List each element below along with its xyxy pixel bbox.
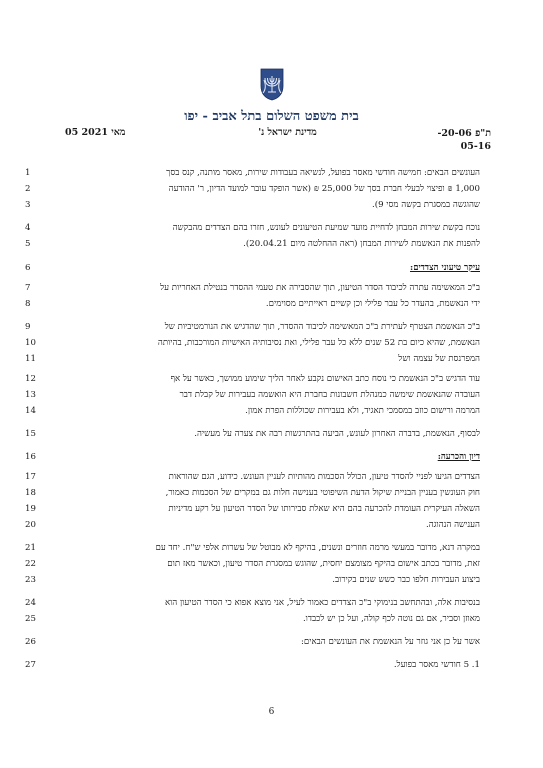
line-number: 26 bbox=[25, 637, 36, 647]
line-number: 2 bbox=[25, 184, 31, 194]
line-number: 16 bbox=[25, 452, 36, 462]
line-number: 3 bbox=[25, 200, 31, 210]
line-number: 10 bbox=[25, 338, 36, 348]
line-number: 18 bbox=[25, 488, 36, 498]
line-number: 9 bbox=[25, 322, 31, 332]
hearing-date: 05 מאי 2021 bbox=[65, 127, 126, 138]
case-number-line-2: 05-16 bbox=[460, 141, 491, 152]
body-text-line: חוק העונשין בעניין הבניית שיקול הדעת השיפוטי בענישה חלות גם במקרים של הסכמות כאמור, bbox=[165, 488, 480, 498]
line-number: 5 bbox=[25, 239, 31, 249]
line-number: 13 bbox=[25, 390, 36, 400]
body-text-line: לבסוף, הנאשמת, בדברה האחרון לעונש, הביעה בהתרגשות רבה את צערה על מעשיה. bbox=[194, 429, 480, 439]
body-text-line: אשר על כן אני גוזר על הנאשמת את העונשים הבאים: bbox=[300, 637, 480, 647]
line-number: 17 bbox=[25, 472, 36, 482]
body-text-line: מאוזן וסביר, אם גם נוטה לכף קולה, ועל כן יש לכבדו. bbox=[302, 614, 480, 624]
body-text-line: ידי הנאשמת, בהעדר כל עבר פלילי וכן קשיים ראייתיים מסוימים. bbox=[265, 299, 480, 309]
line-number: 12 bbox=[25, 374, 36, 384]
body-text-line: נוכח בקשת שירות המבחן לדחיית מועד שמיעת הטיעונים לעונש, חזרו בהם הצדדים מהבקשה bbox=[172, 223, 480, 233]
body-text-line: 1,000 ₪ ופיצוי לבעלי חברת בסך של 25,000 ₪ (אשר הופקד עובר למועד הדיון, ר' ההודעה bbox=[168, 184, 480, 194]
court-title: בית משפט השלום בתל אביב - יפו bbox=[184, 109, 359, 124]
line-number: 21 bbox=[25, 543, 36, 553]
line-number: 19 bbox=[25, 504, 36, 514]
line-number: 20 bbox=[25, 520, 36, 530]
body-text-line: זאת, מדובר בכתב אישום בהיקף מצומצם יחסית, שהוגש במסגרת הסדר טיעון, וכאשר מאז תום bbox=[167, 559, 480, 569]
body-text-line: העונשים הבאים: חמישה חודשי מאסר בפועל, לנשיאה בעבודות שירות, מאסר מותנה, קנס בסך bbox=[166, 168, 480, 178]
body-text-line: 1. 5 חודשי מאסר בפועל. bbox=[393, 660, 480, 670]
page-number: 6 bbox=[268, 707, 275, 717]
line-number: 11 bbox=[25, 354, 36, 364]
section-heading: עיקר טיעוני הצדדים: bbox=[410, 263, 480, 273]
state-emblem-icon bbox=[258, 66, 286, 102]
body-text-line: במקרה דנא, מדובר במעשי מרמה חוזרים ונשנים, בהיקף לא מבוטל של עשרות אלפי ש"ח. יחד עם bbox=[155, 543, 480, 553]
line-number: 7 bbox=[25, 283, 31, 293]
body-text-line: השאלה העיקרית העומדת להכרעה בהם היא שאלת סבירותו של הסדר הטיעון על רקע מדיניות bbox=[168, 504, 480, 514]
body-text-line: הנאשמת, שהיא כיום בת 52 שנים ללא כל עבר פלילי, ואת נסיבותיה האישיות המורכבות, בהיותה bbox=[157, 338, 480, 348]
body-text-line: העובדה שהנאשמת שימשה כמנהלת חשבונות בחברת היא הואשמה בעבירות של קבלת דבר bbox=[179, 390, 480, 400]
body-text-line: להפנות את הנאשמת לשירות המבחן (ראה ההחלטה מיום 20.04.21). bbox=[243, 239, 480, 249]
case-parties: מדינת ישראל נ' bbox=[258, 127, 317, 138]
body-text-line: ב"כ המאשימה עתרה לכיבוד הסדר הטיעון, תוך שהסבירה את טעמי ההסדר בנטילת האחריות על bbox=[160, 283, 480, 293]
line-number: 22 bbox=[25, 559, 36, 569]
section-heading: דיון והכרעה: bbox=[437, 452, 480, 462]
body-text-line: שהוגשה במסגרת בקשה מסי 9). bbox=[371, 200, 480, 210]
case-number-line-1: ת"פ 20-06- bbox=[437, 128, 491, 139]
body-text-line: המפרנסת של עצמה ושל bbox=[398, 354, 480, 364]
body-text-line: בנסיבות אלה, ובהתחשב בנימוקי ב"כ הצדדים כאמור לעיל, אני מוצא אפוא כי הסדר הטיעון הוא bbox=[164, 598, 480, 608]
line-number: 15 bbox=[25, 429, 36, 439]
line-number: 6 bbox=[25, 263, 31, 273]
line-number: 1 bbox=[25, 168, 31, 178]
line-number: 27 bbox=[25, 660, 36, 670]
body-text-line: הצדדים הגיעו לפניי להסדר טיעון, הכולל הסכמות מהותיות לעניין העונש. כידוע, הגם שהוראות bbox=[168, 472, 480, 482]
body-text-line: עוד הדגיש ב"כ הנאשמת כי נוסח כתב האישום נקבע לאחר הליך שימוע ממושך, כאשר על אף bbox=[170, 374, 480, 384]
line-number: 4 bbox=[25, 223, 31, 233]
body-text-line: המרמה ורישום כוזב במסמכי תאגיד, ולא בעבירות שכוללות הפרת אמון. bbox=[245, 406, 480, 416]
body-text-line: ביצוע העבירות חלפו כבר כשש שנים בקירוב. bbox=[332, 575, 480, 585]
line-number: 24 bbox=[25, 598, 36, 608]
line-number: 14 bbox=[25, 406, 36, 416]
body-text-line: ב"כ הנאשמת הצטרף לעתירת ב"כ המאשימה לכיבוד ההסדר, תוך שהדגיש את הנורמטיביות של bbox=[164, 322, 480, 332]
line-number: 25 bbox=[25, 614, 36, 624]
case-number bbox=[396, 127, 491, 153]
line-number: 8 bbox=[25, 299, 31, 309]
body-text-line: הענישה הנהוגה. bbox=[425, 520, 480, 530]
line-number: 23 bbox=[25, 575, 36, 585]
